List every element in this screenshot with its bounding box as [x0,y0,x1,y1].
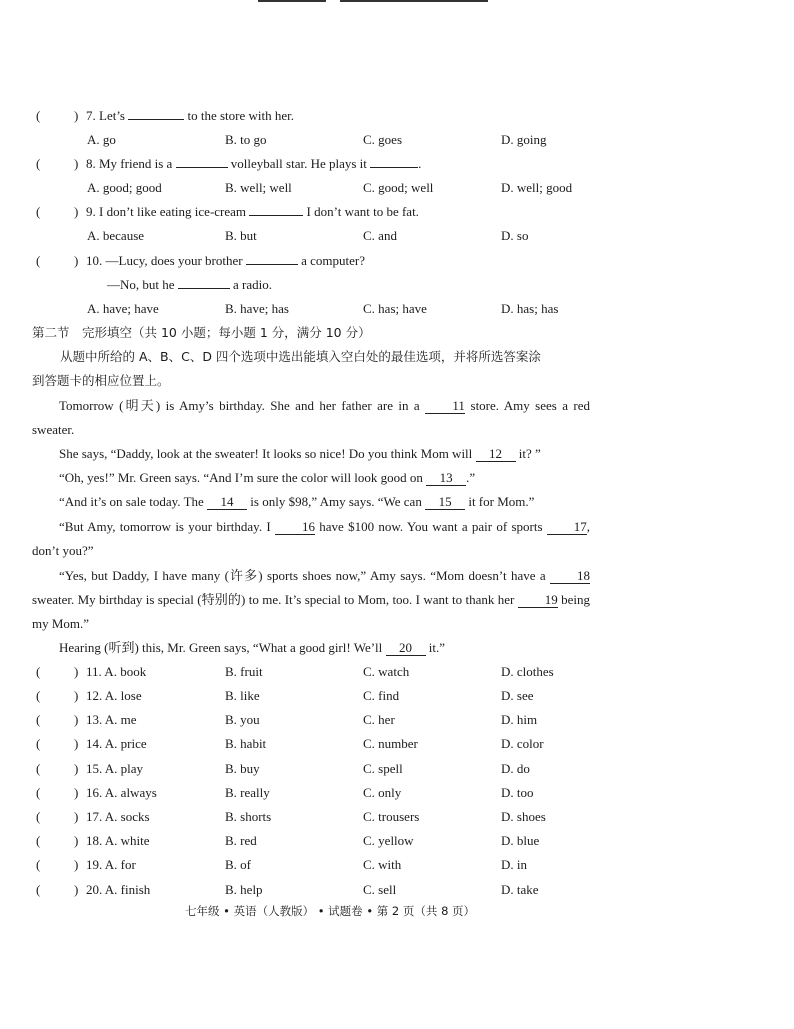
option-b: B. habit [225,736,267,751]
option-b: B. to go [225,132,267,147]
option-c: C. and [363,228,397,243]
answer-paren-close: ) [74,712,79,727]
answer-paren-open: ( [36,108,41,123]
option-b: B. really [225,785,270,800]
answer-paren-open: ( [36,761,41,776]
option-d: D. going [501,132,547,147]
option-a: 11. A. book [86,664,147,679]
option-c: C. find [363,688,400,703]
passage-paragraph: She says, “Daddy, look at the sweater! It looks so nice! Do you think Mom will 12 it? ” [59,446,541,461]
answer-paren-close: ) [74,253,79,268]
answer-blank [128,119,184,120]
answer-paren-close: ) [74,108,79,123]
question-stem: 10. —Lucy, does your brother a computer? [86,253,365,268]
option-d: D. color [501,736,544,751]
cloze-blank-12: 12 [476,447,516,462]
option-b: B. you [225,712,260,727]
cloze-blank-11: 11 [425,399,465,414]
passage-paragraph: “And it’s on sale today. The 14 is only $98,” Amy says. “We can 15 it for Mom.” [59,494,535,509]
cloze-blank-20: 20 [386,641,426,656]
option-b: B. like [225,688,260,703]
answer-paren-open: ( [36,664,41,679]
cloze-blank-17: 17 [547,520,587,535]
option-c: C. with [363,857,402,872]
option-d: D. too [501,785,534,800]
passage-paragraph: Hearing (听到) this, Mr. Green says, “What a good girl! We’ll 20 it.” [59,640,446,655]
option-a: 14. A. price [86,736,147,751]
cloze-blank-15: 15 [425,495,465,510]
answer-blank [370,167,418,168]
answer-blank [176,167,228,168]
answer-paren-open: ( [36,809,41,824]
option-a: 12. A. lose [86,688,142,703]
option-a: A. good; good [87,180,162,195]
cloze-blank-18: 18 [550,569,590,584]
option-d: D. blue [501,833,540,848]
option-a: A. because [87,228,145,243]
option-b: B. buy [225,761,260,776]
answer-paren-open: ( [36,204,41,219]
option-d: D. him [501,712,538,727]
option-c: C. her [363,712,395,727]
cloze-blank-13: 13 [426,471,466,486]
answer-paren-close: ) [74,809,79,824]
answer-paren-close: ) [74,833,79,848]
answer-paren-close: ) [74,761,79,776]
answer-paren-open: ( [36,156,41,171]
answer-blank [246,264,298,265]
answer-paren-open: ( [36,253,41,268]
answer-paren-close: ) [74,688,79,703]
option-a: 18. A. white [86,833,150,848]
answer-paren-close: ) [74,785,79,800]
option-b: B. but [225,228,257,243]
answer-paren-open: ( [36,785,41,800]
option-b: B. red [225,833,257,848]
answer-paren-open: ( [36,736,41,751]
answer-paren-open: ( [36,688,41,703]
answer-paren-close: ) [74,156,79,171]
section-instruction: 从题中所给的 A、B、C、D 四个选项中选出能填入空白处的最佳选项，并将所选答案涂 [60,349,541,364]
question-stem: 8. My friend is a volleyball star. He plays it . [86,156,422,171]
option-c: C. goes [363,132,402,147]
cloze-blank-16: 16 [275,520,315,535]
option-c: C. watch [363,664,410,679]
scan-edge-mark [340,0,488,2]
cloze-blank-14: 14 [207,495,247,510]
option-a: 17. A. socks [86,809,150,824]
option-d: D. do [501,761,530,776]
option-c: C. only [363,785,402,800]
answer-paren-open: ( [36,833,41,848]
option-c: C. has; have [363,301,427,316]
question-reply: —No, but he a radio. [107,277,273,292]
passage-paragraph: “Yes, but Daddy, I have many (许多) sports shoes now,” Amy says. “Mom doesn’t have a 18 sweater. My birthday is special (特别的) to me. It’s special to Mom, too. I want to thank her 19 being my Mom.” [32,568,590,631]
option-a: 15. A. play [86,761,144,776]
option-c: C. sell [363,882,397,897]
answer-blank [249,215,303,216]
answer-paren-close: ) [74,204,79,219]
option-b: B. of [225,857,251,872]
answer-blank [178,288,230,289]
option-c: C. trousers [363,809,420,824]
option-b: B. fruit [225,664,263,679]
answer-paren-close: ) [74,882,79,897]
option-b: B. help [225,882,263,897]
answer-paren-close: ) [74,857,79,872]
section-heading: 第二节 完形填空（共 10 小题；每小题 1 分，满分 10 分） [32,325,371,340]
answer-paren-open: ( [36,857,41,872]
passage-paragraph: “Oh, yes!” Mr. Green says. “And I’m sure the color will look good on 13 .” [59,470,476,485]
option-a: 13. A. me [86,712,137,727]
section-instruction-cont: 到答题卡的相应位置上。 [32,373,170,388]
option-d: D. so [501,228,529,243]
option-a: 19. A. for [86,857,136,872]
option-d: D. has; has [501,301,559,316]
option-d: D. take [501,882,539,897]
option-b: B. well; well [225,180,292,195]
answer-paren-close: ) [74,736,79,751]
page-footer: 七年级 • 英语（人教版） • 试题卷 • 第 2 页（共 8 页） [185,904,476,918]
option-b: B. shorts [225,809,272,824]
question-stem: 9. I don’t like eating ice-cream I don’t want to be fat. [86,204,419,219]
passage-paragraph: Tomorrow (明天) is Amy’s birthday. She and her father are in a 11 store. Amy sees a red sweater. [32,398,590,437]
option-c: C. spell [363,761,403,776]
option-a: 20. A. finish [86,882,151,897]
option-d: D. see [501,688,534,703]
option-c: C. number [363,736,418,751]
option-d: D. shoes [501,809,546,824]
option-d: D. clothes [501,664,554,679]
option-c: C. good; well [363,180,434,195]
option-a: A. have; have [87,301,159,316]
option-d: D. in [501,857,527,872]
option-d: D. well; good [501,180,573,195]
cloze-blank-19: 19 [518,593,558,608]
scan-edge-mark [258,0,326,2]
option-b: B. have; has [225,301,289,316]
option-a: 16. A. always [86,785,157,800]
answer-paren-close: ) [74,664,79,679]
option-a: A. go [87,132,116,147]
passage-paragraph: “But Amy, tomorrow is your birthday. I 16 have $100 now. You want a pair of sports 17, don’t you?” [32,519,591,558]
answer-paren-open: ( [36,882,41,897]
option-c: C. yellow [363,833,414,848]
answer-paren-open: ( [36,712,41,727]
question-stem: 7. Let’s to the store with her. [86,108,295,123]
